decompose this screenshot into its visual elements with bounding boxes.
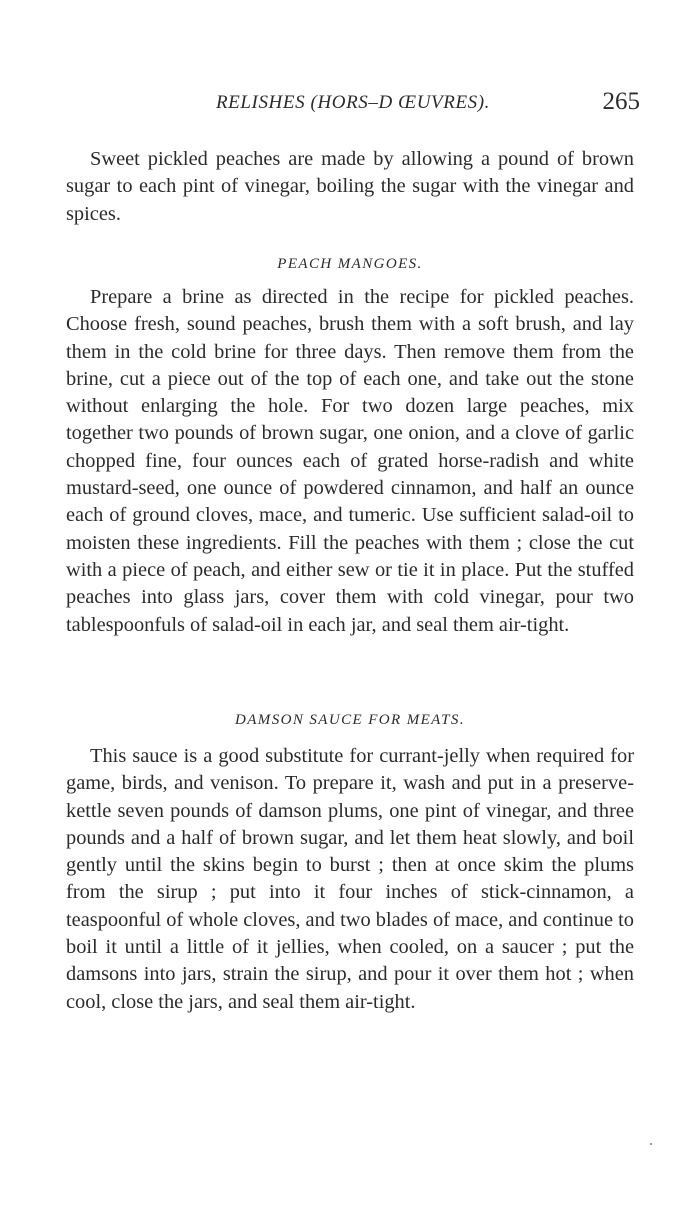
peach-mangoes-recipe-block [66,284,634,639]
section-heading-damson-sauce: DAMSON SAUCE FOR MEATS. [235,712,465,728]
running-title: RELISHES (HORS–D ŒUVRES). [215,92,491,113]
page-speck [650,1143,652,1145]
peach-mangoes-paragraph: Prepare a brine as directed in the recipe for pickled peaches. Choose fresh, sound peaches, brush them with a soft brush, and lay them in the cold brine for three days. Then remove them from the brine, cut a piece out of the top of each one, and take out the stone without enlarging the hole. For two dozen large peaches, mix together two pounds of brown sugar, one onion, and a clove of garlic chopped fine, four ounces each of grated horse-radish and white mustard-seed, one ounce of powdered cinnamon, and half an ounce each of ground cloves, mace, and tumeric. Use sufficient salad-oil to moisten these ingredients. Fill the peaches with them ; close the cut with a piece of peach, and either sew or tie it in place. Put the stuffed peaches into glass jars, cover them with cold vinegar, pour two tablespoonfuls of salad-oil in each jar, and seal them air-tight. [66,286,634,636]
running-head [66,88,640,124]
intro-paragraph-block [66,146,634,228]
damson-sauce-recipe-block [66,743,634,1016]
page-number: 265 [602,88,640,115]
intro-paragraph: Sweet pickled peaches are made by allowing a pound of brown sugar to each pint of vinegar, boiling the sugar with the vinegar and spices. [66,148,634,225]
section-heading-peach-mangoes: PEACH MANGOES. [277,256,423,272]
damson-sauce-paragraph: This sauce is a good substitute for currant-jelly when required for game, birds, and venison. To prepare it, wash and put in a preserve-kettle seven pounds of damson plums, one pint of vinegar, and three pounds and a half of brown sugar, and let them heat slowly, and boil gently until the skins begin to burst ; then at once skim the plums from the sirup ; put into it four inches of stick-cinnamon, a teaspoonful of whole cloves, and two blades of mace, and continue to boil it until a little of it jellies, when cooled, on a saucer ; put the damsons into jars, strain the sirup, and pour it over them hot ; when cool, close the jars, and seal them air-tight. [66,745,634,1013]
